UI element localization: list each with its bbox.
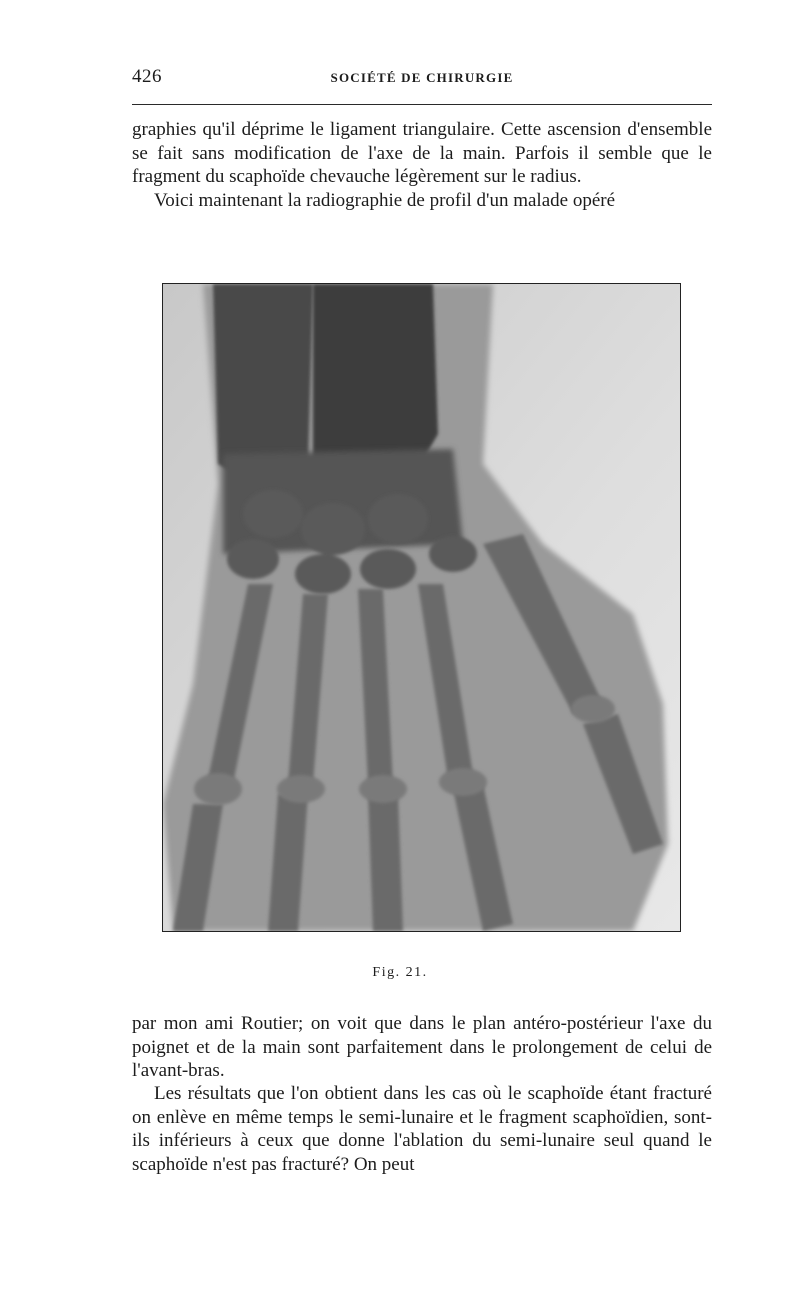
paragraph-text: graphies qu'il déprime le ligament triangulaire. Cette ascension d'ensemble se fait sans modification de l'axe de la main. Parfois il semble que le fragment du scaphoïde chevauche légèrement sur le radius. bbox=[132, 119, 712, 187]
header-rule bbox=[132, 104, 712, 105]
figure-radiograph bbox=[162, 283, 681, 932]
body-paragraph bbox=[132, 1082, 712, 1176]
hand-xray-image bbox=[163, 284, 680, 931]
running-header bbox=[132, 66, 712, 106]
running-head: SOCIÉTÉ DE CHIRURGIE bbox=[330, 70, 514, 85]
figure-caption: Fig. 21. bbox=[372, 965, 428, 980]
paragraph-text: Les résultats que l'on obtient dans les cas où le scaphoïde étant fracturé on enlève en même temps le semi-lunaire et le fragment scaphoïdien, sont-ils inférieurs à ceux que donne l'ablation du semi-lunaire seul quand le scaphoïde n'est pas fracturé? On peut bbox=[132, 1083, 712, 1175]
page-number: 426 bbox=[132, 66, 162, 87]
body-paragraph bbox=[132, 118, 712, 212]
paragraph-text: par mon ami Routier; on voit que dans le plan antéro-postérieur l'axe du poignet et de la main sont parfaitement dans le prolongement de celui de l'avant-bras. bbox=[132, 1013, 712, 1081]
paragraph-text: Voici maintenant la radiographie de profil d'un malade opéré bbox=[154, 189, 616, 211]
body-paragraph bbox=[132, 1012, 712, 1083]
